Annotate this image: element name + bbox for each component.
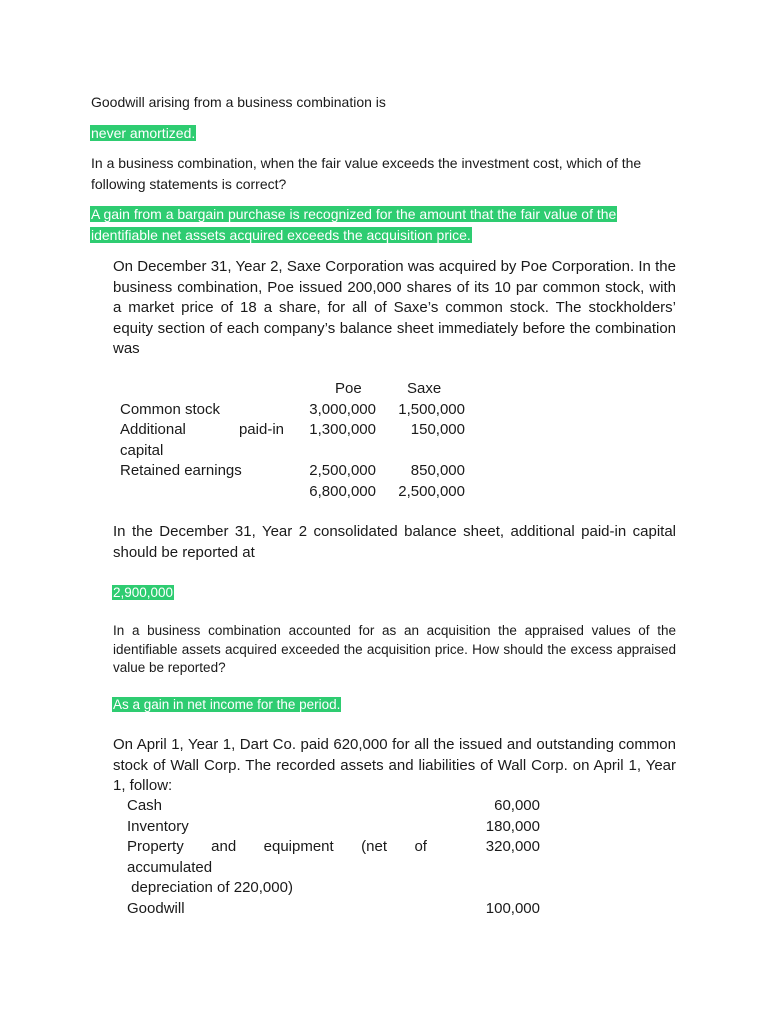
asset-label <box>127 837 427 899</box>
equity-table <box>120 379 465 502</box>
answer-highlight-line2: identifiable net assets acquired exceeds the acquisition price. <box>91 227 471 243</box>
row-label <box>120 420 284 461</box>
asset-label-word: (net <box>361 838 388 855</box>
question-appraised-values: In a business combination accounted for as an acquisition the appraised values of the identifiable assets acquired exceeded the acquisition price. How should the excess appraised value be reported? <box>113 623 676 675</box>
row-label-word: capital <box>120 441 164 459</box>
table-total-row <box>120 482 465 503</box>
saxe-value: 150,000 <box>410 421 465 438</box>
asset-value: 100,000 <box>485 899 540 917</box>
list-item <box>127 899 540 920</box>
answer-highlight: As a gain in net income for the period. <box>113 697 341 712</box>
asset-value: 60,000 <box>494 797 540 814</box>
asset-label: Cash <box>127 797 163 814</box>
asset-label-word: of <box>414 838 427 855</box>
col-header-poe: Poe <box>335 380 362 397</box>
asset-label-word: Property <box>127 838 184 855</box>
answer-fair-value <box>90 204 617 246</box>
table-row <box>120 461 465 482</box>
answer-highlight-line1: A gain from a bargain purchase is recognized for the amount that the fair value of the <box>91 206 617 222</box>
list-item <box>127 837 540 899</box>
asset-value: 180,000 <box>485 817 540 835</box>
answer-highlight: never amortized. <box>91 125 196 141</box>
row-label: Retained earnings <box>120 462 242 479</box>
saxe-value: 1,500,000 <box>398 400 465 418</box>
poe-value: 3,000,000 <box>309 400 376 418</box>
asset-label: Inventory <box>127 817 189 835</box>
row-label: Common stock <box>120 400 221 418</box>
saxe-total: 2,500,000 <box>398 482 465 500</box>
asset-label-word: equipment <box>263 838 334 855</box>
row-label-word: paid-in <box>238 421 284 438</box>
answer-highlight: 2,900,000 <box>113 585 174 600</box>
saxe-value: 850,000 <box>410 462 465 479</box>
table-header-row <box>120 379 465 400</box>
question-apic: In the December 31, Year 2 consolidated balance sheet, additional paid-in capital should be reported at <box>113 523 676 561</box>
col-header-saxe: Saxe <box>407 380 442 397</box>
table-row <box>120 400 465 421</box>
row-label-word: Additional <box>120 421 186 438</box>
table-row <box>120 420 465 461</box>
answer-goodwill <box>90 123 196 144</box>
list-item <box>127 796 540 817</box>
poe-value: 2,500,000 <box>309 462 376 479</box>
asset-label-line: depreciation of 220,000) <box>127 879 293 896</box>
question-fair-value: In a business combination, when the fair value exceeds the investment cost, which of the following statements is correct? <box>91 155 642 192</box>
asset-label-word: and <box>211 838 237 855</box>
poe-total: 6,800,000 <box>309 482 376 500</box>
asset-label-line: accumulated <box>127 858 213 876</box>
question-saxe-intro: On December 31, Year 2, Saxe Corporation was acquired by Poe Corporation. In the business combination, Poe issued 200,000 shares of its 10 par common stock, with a market price of 18 a share, for all of Saxe’s common stock. The stockholders’ equity section of each company’s balance sheet immediately before the combination was <box>113 258 676 357</box>
answer-apic <box>112 584 174 603</box>
answer-appraised-values <box>112 696 341 715</box>
poe-value: 1,300,000 <box>309 421 376 438</box>
question-dart-intro: On April 1, Year 1, Dart Co. paid 620,000 for all the issued and outstanding common stock of Wall Corp. The recorded assets and liabilities of Wall Corp. on April 1, Year 1, follow: <box>113 736 676 794</box>
asset-label: Goodwill <box>127 899 185 917</box>
asset-list <box>127 796 540 919</box>
asset-value: 320,000 <box>485 838 540 855</box>
list-item <box>127 817 540 838</box>
question-goodwill: Goodwill arising from a business combination is <box>91 94 386 110</box>
